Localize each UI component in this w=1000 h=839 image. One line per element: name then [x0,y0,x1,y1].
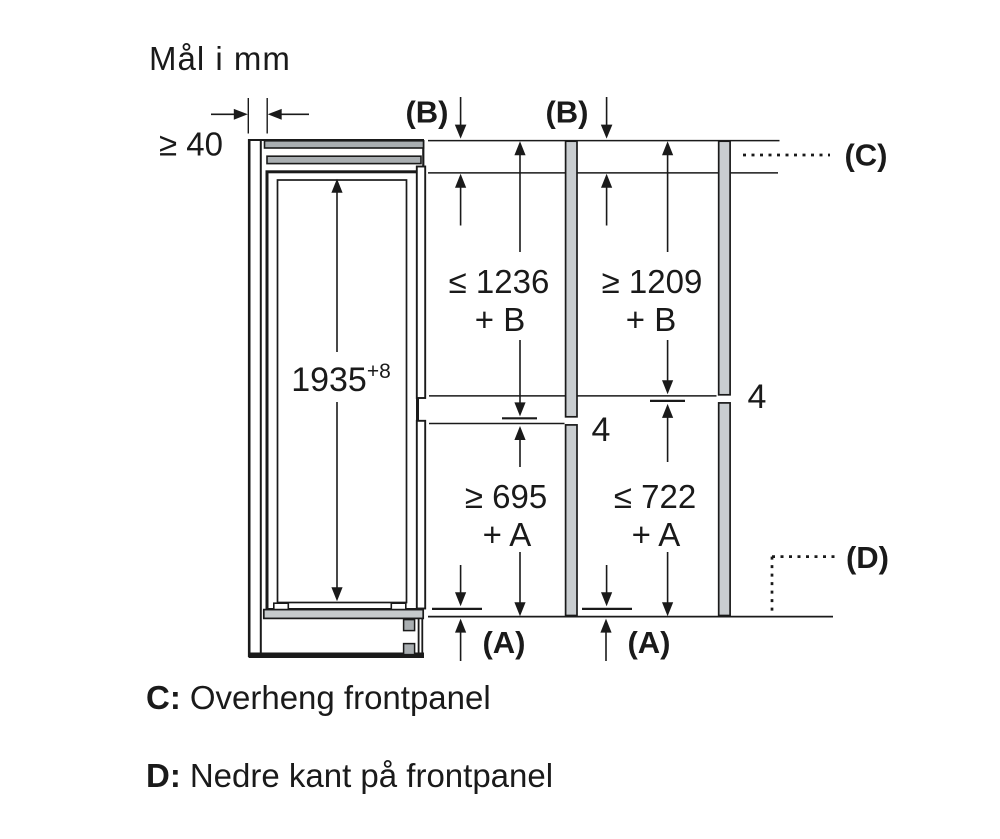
legend-c-text: Overheng frontpanel [189,679,491,716]
d-label: (D) [845,540,890,575]
left-lower-suffix: + A [482,516,532,553]
d-dotted-line [772,557,836,614]
vent-strip-upper [265,141,424,148]
dim-right-column [582,141,685,661]
appliance-plinth [264,610,423,619]
a1-label: (A) [482,625,526,660]
niche-height-tolerance: +8 [366,360,391,383]
b2-label: (B) [545,94,589,130]
bottom-down-arrow-icon [514,602,525,616]
leveling-foot-lower [404,644,415,655]
b1-label: (B) [405,94,449,130]
extension-lines [248,98,267,134]
long-up-arrow-icon [662,141,673,155]
short-down-arrow-icon [455,592,466,606]
right-lower-suffix: + A [631,516,681,553]
a-up-arrow-icon [455,619,466,633]
right-lower-dim: ≤ 722 [613,478,697,515]
a2-label: (A) [627,625,671,660]
right-panel-lower [719,403,730,616]
left-upper-suffix: + B [474,301,526,338]
cabinet-right-lower-wall [419,619,423,653]
dim-left-column [432,141,537,661]
dim-side-clearance [211,98,309,134]
left-upper-dim: ≤ 1236 [448,263,550,300]
niche-height-value: 1935 [291,361,367,399]
right-panel-upper [719,141,730,395]
long-down-arrow-icon [662,380,673,394]
left-gap-label: 4 [591,411,611,449]
right-gap-label: 4 [747,378,767,416]
dim-b-arrows [455,94,613,139]
arrow-right-icon [234,109,248,120]
side-clearance-label: ≥ 40 [159,125,223,163]
legend-d-text: Nedre kant på frontpanel [189,757,554,794]
long-up-arrow-icon [514,141,525,155]
appliance [264,167,425,655]
leveling-foot-upper [404,620,415,631]
legend-d-key: D: [146,757,181,794]
c-label: (C) [844,137,888,173]
arrow-left-icon [268,109,282,120]
mid-up-arrow-icon [662,404,673,418]
b2-arrow-down-icon [601,125,613,139]
legend-d [146,757,553,794]
short-up-arrow-icon [601,174,612,188]
cabinet-bottom-edge [249,653,424,659]
right-upper-suffix: + B [625,301,677,338]
short-down-arrow-icon [601,592,612,606]
legend-c [146,679,491,716]
bottom-down-arrow-icon [662,602,673,616]
top-vent-strips [265,141,424,164]
legend-c-key: C: [146,679,181,716]
a-up-arrow-icon [600,619,611,633]
page-title: Mål i mm [149,40,291,77]
left-lower-dim: ≥ 695 [464,478,548,515]
long-down-arrow-icon [514,402,525,416]
mid-up-arrow-icon [514,426,525,440]
vent-strip-lower [267,156,421,163]
short-up-arrow-icon [455,174,466,188]
left-panel-upper [566,141,577,417]
left-panel-lower [566,425,577,616]
right-upper-dim: ≥ 1209 [601,263,703,300]
appliance-lower-door [417,421,425,609]
b1-arrow-down-icon [455,125,467,139]
appliance-upper-door [417,167,425,399]
